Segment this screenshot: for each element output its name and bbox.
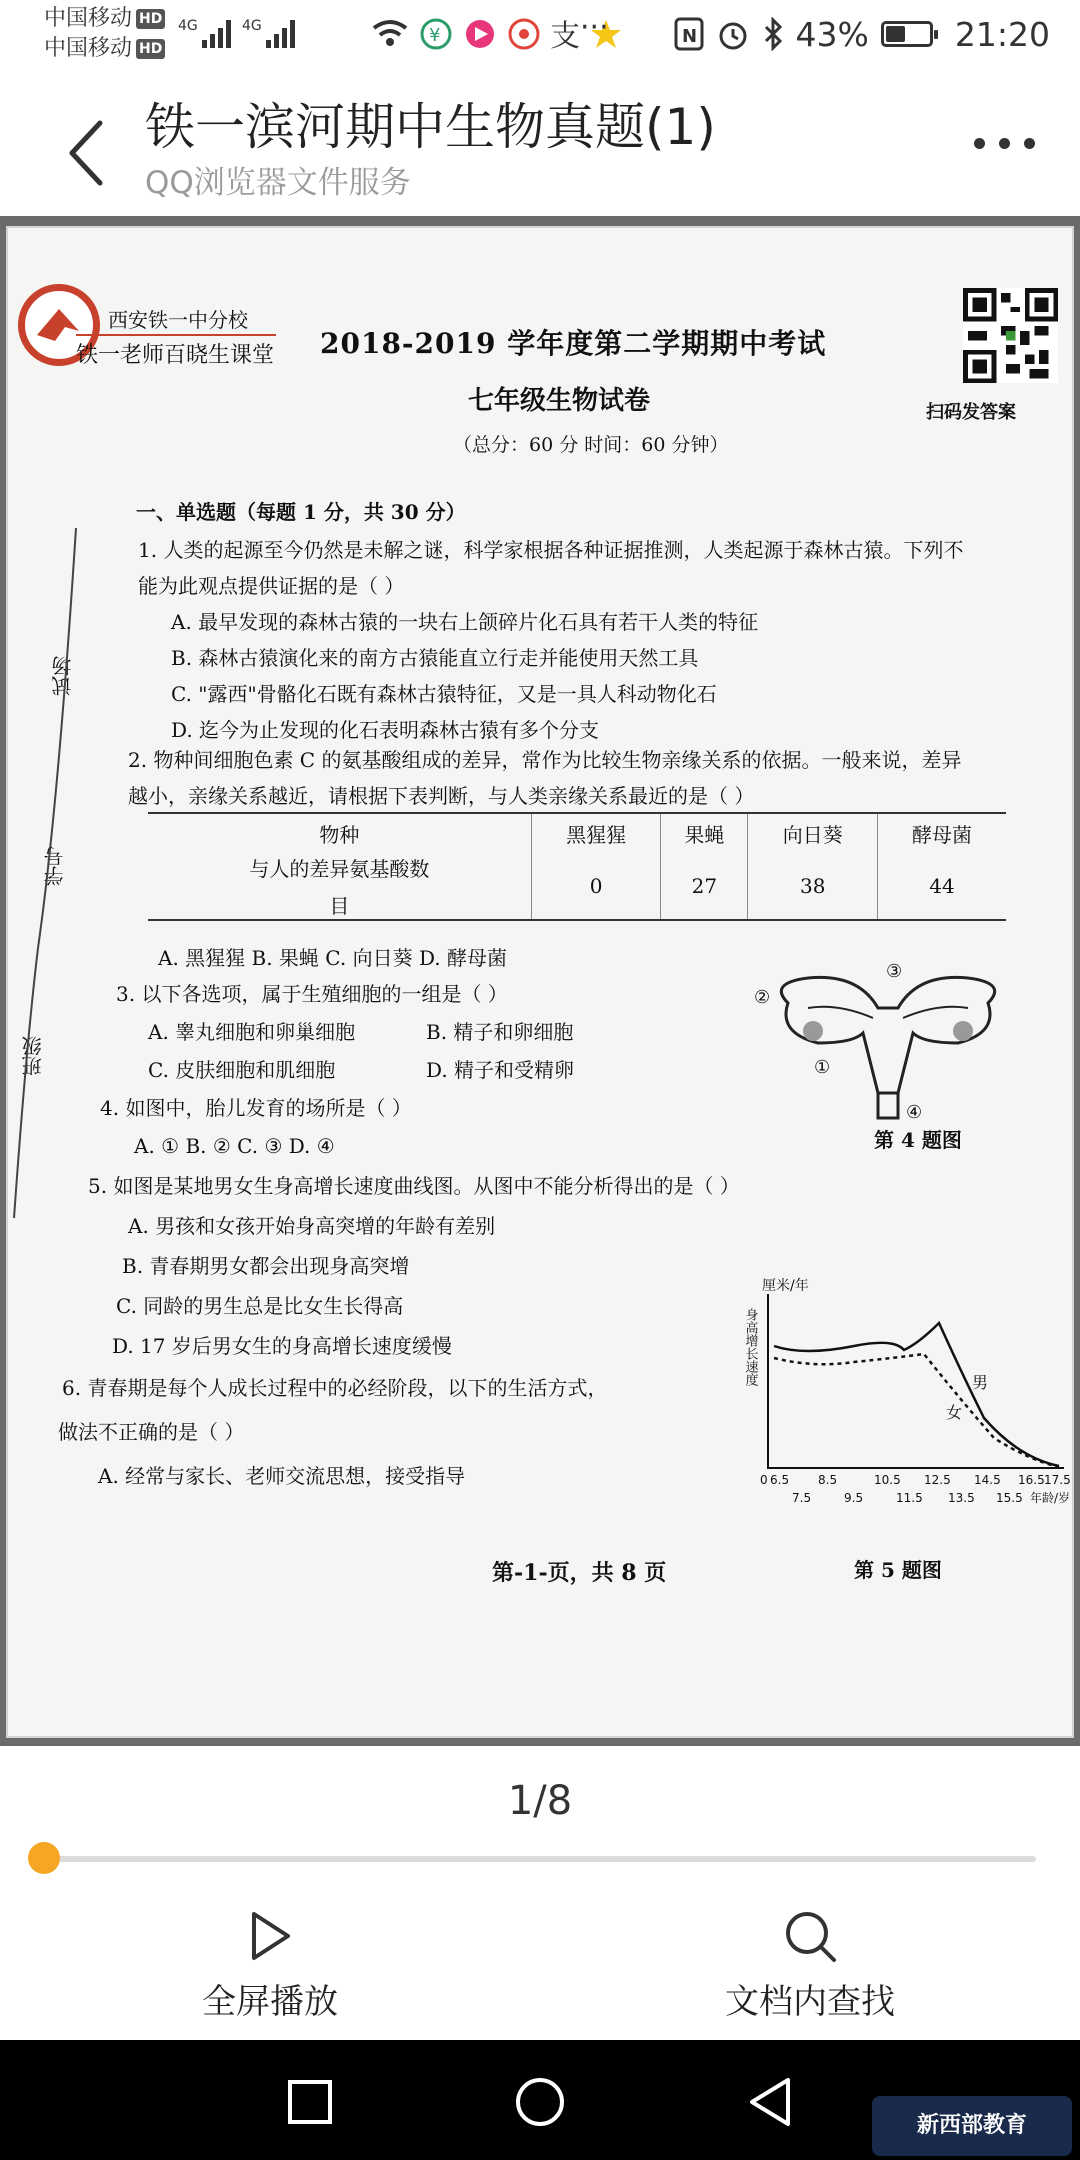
battery-icon (881, 21, 933, 47)
section-1-heading: 一、单选题（每题 1 分，共 30 分） (136, 500, 466, 524)
q6-option-a: A. 经常与家长、老师交流思想，接受指导 (98, 1464, 466, 1488)
fig5-male-label: 男 (972, 1373, 989, 1392)
fig5-ylabel: 厘米/年 (762, 1278, 809, 1294)
fig4-label-1: ① (814, 1057, 831, 1078)
fig5-tick: 15.5 (996, 1491, 1023, 1505)
bluetooth-icon (762, 17, 784, 51)
back-nav-icon[interactable] (740, 2072, 800, 2132)
hd-badge: HD (136, 9, 165, 29)
hd-badge: HD (136, 39, 165, 59)
fig5-female-curve (774, 1354, 1059, 1467)
question-4-text: 4. 如图中，胎儿发育的场所是（ ） (100, 1096, 412, 1120)
q3-option-d: D. 精子和受精卵 (426, 1058, 575, 1082)
document-page (6, 226, 1074, 1738)
exam-score-time: （总分：60 分 时间：60 分钟） (453, 434, 729, 456)
q1-option-d: D. 迄今为止发现的化石表明森林古猿有多个分支 (171, 718, 600, 742)
q4-options: A. ① B. ② C. ③ D. ④ (134, 1134, 335, 1158)
status-right (674, 12, 1050, 56)
q3-option-c: C. 皮肤细胞和肌细胞 (148, 1058, 336, 1082)
fig5-female-label: 女 (946, 1403, 963, 1422)
wallet-icon (422, 20, 450, 48)
binding-line (8, 528, 78, 1228)
site-watermark: 新西部教育 (872, 2096, 1072, 2156)
network-type-1: 4G (178, 18, 198, 34)
fig5-tick: 0 (760, 1473, 768, 1487)
fig5-axes (768, 1294, 1064, 1468)
question-6-text-cont: 做法不正确的是（ ） (58, 1420, 245, 1444)
question-2-text-cont: 越小，亲缘关系越近，请根据下表判断，与人类亲缘关系最近的是（ ） (128, 784, 755, 808)
q5-option-b: B. 青春期男女都会出现身高突增 (122, 1254, 410, 1278)
fig5-male-curve (774, 1323, 1059, 1466)
fig5-tick: 7.5 (792, 1491, 812, 1505)
fig5-tick: 17.5 (1044, 1473, 1071, 1487)
carrier-1: 中国移动 (44, 6, 133, 31)
recent-apps-icon[interactable] (280, 2072, 340, 2132)
fig5-tick: 14.5 (974, 1473, 1001, 1487)
fullscreen-play-button[interactable] (120, 1906, 420, 2023)
carrier-info (44, 4, 165, 64)
fig5-tick: 13.5 (948, 1491, 975, 1505)
play-icon (240, 1906, 300, 1966)
exam-title: 2018-2019 学年度第二学期期中考试 (320, 327, 827, 360)
fig5-tick: 16.5 (1018, 1473, 1045, 1487)
status-bar (0, 0, 1080, 68)
question-1-text-cont: 能为此观点提供证据的是（ ） (138, 574, 405, 598)
more-options-icon[interactable] (974, 128, 1040, 158)
fig5-tick: 10.5 (874, 1473, 901, 1487)
logo-school-name: 西安铁一中分校 (108, 308, 248, 332)
side-label-student-number: 学号 (43, 846, 67, 886)
question-5-text: 5. 如图是某地男女生身高增长速度曲线图。从图中不能分析得出的是（ ） (88, 1174, 740, 1198)
figure-4-uterus-diagram (748, 963, 1028, 1133)
alipay-icon (550, 19, 580, 54)
nfc-icon (674, 17, 704, 51)
wifi-icon (374, 22, 406, 46)
music-app-icon (466, 20, 494, 48)
app-bar (0, 68, 1080, 216)
table-header: 果蝇 (661, 813, 748, 853)
signal-icon-2 (240, 12, 310, 52)
signal-icon (176, 12, 246, 52)
battery-percent: 43% (795, 14, 869, 54)
fig5-xticks (760, 1473, 1071, 1505)
svg-text:N: N (681, 26, 697, 47)
exam-subtitle: 七年级生物试卷 (468, 386, 651, 416)
page-slider-track[interactable] (46, 1856, 1036, 1862)
fig4-label-4: ④ (906, 1102, 923, 1123)
table-cell: 38 (748, 853, 878, 920)
fig5-tick: 11.5 (896, 1491, 923, 1505)
q5-option-a: A. 男孩和女孩开始身高突增的年龄有差别 (128, 1214, 496, 1238)
fig5-tick: 9.5 (844, 1491, 864, 1505)
q2-options: A. 黑猩猩 B. 果蝇 C. 向日葵 D. 酵母菌 (158, 946, 507, 970)
fig5-xlabel: 年龄/岁 (1030, 1491, 1071, 1505)
search-icon (780, 1906, 840, 1966)
page-slider-handle[interactable] (28, 1842, 60, 1874)
clock: 21:20 (954, 14, 1050, 54)
question-3-text: 3. 以下各选项，属于生殖细胞的一组是（ ） (116, 982, 508, 1006)
fig5-tick: 6.5 (770, 1473, 790, 1487)
page-footer: 第-1-页，共 8 页 (492, 1560, 667, 1586)
svg-text:¥: ¥ (429, 25, 441, 46)
question-2-text: 2. 物种间细胞色素 C 的氨基酸组成的差异，常作为比较生物亲缘关系的依据。一般来说，差异 (128, 748, 962, 772)
q1-option-a: A. 最早发现的森林古猿的一块右上颌碎片化石具有若干人类的特征 (171, 610, 759, 634)
bottom-controls (0, 1746, 1080, 2040)
q5-option-c: C. 同龄的男生总是比女生长得高 (116, 1294, 404, 1318)
figure-5-growth-chart (734, 1268, 1074, 1518)
q1-option-b: B. 森林古猿演化来的南方古猿能直立行走并能使用天然工具 (171, 646, 699, 670)
page-indicator: 1/8 (507, 1778, 573, 1824)
fig5-yaxis-label: 身高增长速度 (742, 1308, 758, 1386)
q3-option-a: A. 睾丸细胞和卵巢细胞 (148, 1020, 356, 1044)
logo-rule (76, 334, 276, 336)
carrier-2: 中国移动 (44, 36, 133, 61)
table-row-label-cont: 目 (329, 894, 350, 918)
home-icon[interactable] (510, 2072, 570, 2132)
table-cell: 44 (877, 853, 1006, 920)
qr-code (963, 288, 1058, 383)
fullscreen-play-label: 全屏播放 (202, 1982, 338, 2022)
fig4-label-3: ③ (886, 963, 903, 982)
figure-5-caption: 第 5 题图 (854, 1558, 942, 1582)
document-source: QQ浏览器文件服务 (145, 165, 411, 201)
alarm-icon (716, 17, 750, 51)
qr-label: 扫码发答案 (926, 402, 1016, 423)
q5-option-d: D. 17 岁后男女生的身高增长速度缓慢 (112, 1334, 452, 1358)
weibo-icon (510, 20, 538, 48)
table-header: 黑猩猩 (531, 813, 661, 853)
table-header: 向日葵 (748, 813, 878, 853)
more-notifications-icon: ··· (580, 10, 609, 45)
table-row-label: 与人的差异氨基酸数 (249, 857, 430, 881)
q1-option-c: C. "露西"骨骼化石既有森林古猿特征，又是一具人科动物化石 (171, 682, 717, 706)
logo-slogan: 铁一老师百晓生课堂 (76, 343, 275, 368)
back-arrow-icon[interactable] (60, 113, 120, 193)
find-in-document-button[interactable] (660, 1906, 960, 2023)
question-6-text: 6. 青春期是每个人成长过程中的必经阶段，以下的生活方式， (62, 1376, 608, 1400)
q3-option-b: B. 精子和卵细胞 (426, 1020, 574, 1044)
fig5-tick: 12.5 (924, 1473, 951, 1487)
table-header: 酵母菌 (877, 813, 1006, 853)
network-type-2: 4G (242, 18, 262, 34)
fig4-label-2: ② (754, 987, 771, 1008)
side-label-exam-room: 试场 (51, 656, 75, 696)
table-cell: 27 (661, 853, 748, 920)
amino-acid-table (148, 812, 1006, 921)
side-label-class: 班级 (21, 1036, 45, 1076)
document-viewer[interactable] (0, 216, 1080, 1746)
figure-4-caption: 第 4 题图 (874, 1128, 962, 1152)
question-1-text: 1. 人类的起源至今仍然是未解之谜，科学家根据各种证据推测，人类起源于森林古猿。下列不 (138, 538, 964, 562)
find-in-document-label: 文档内查找 (725, 1982, 895, 2022)
table-cell: 0 (531, 853, 661, 920)
document-title: 铁一滨河期中生物真题(1) (145, 98, 716, 156)
fig5-tick: 8.5 (818, 1473, 838, 1487)
table-header: 物种 (148, 813, 531, 853)
svg-text:支: 支 (550, 19, 580, 54)
